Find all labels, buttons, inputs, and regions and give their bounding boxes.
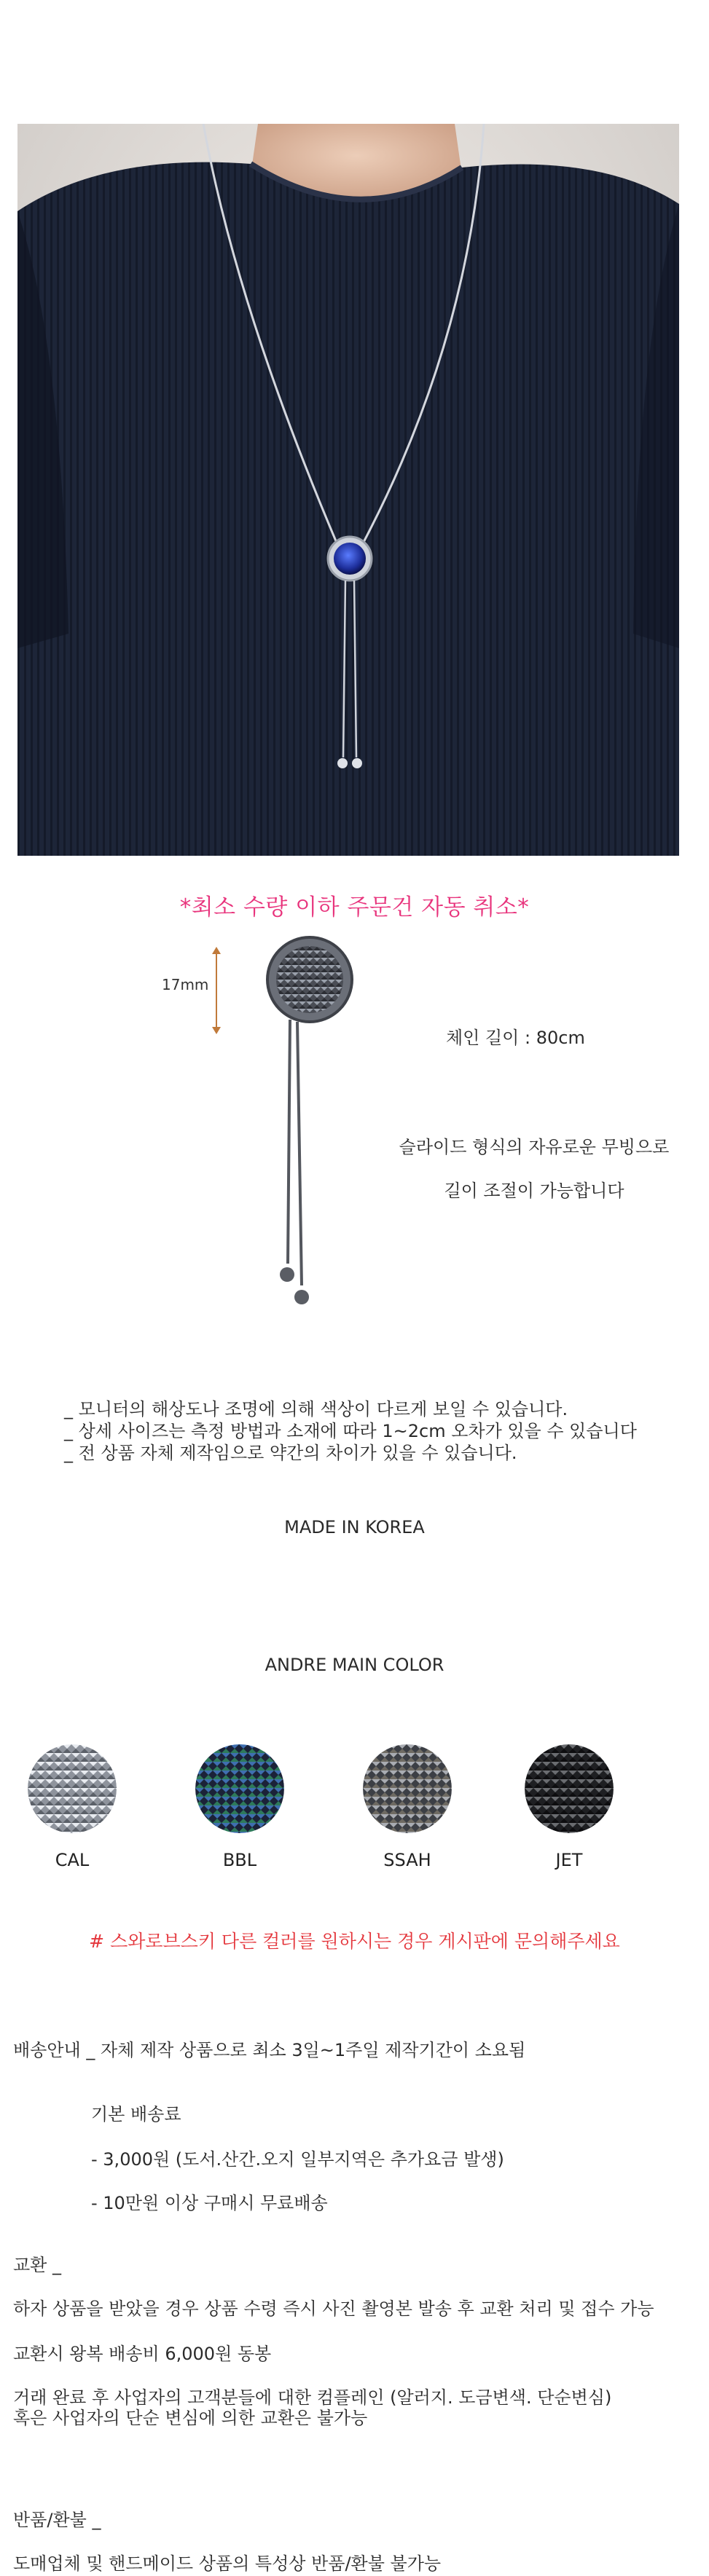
exchange-line2: 교환시 왕복 배송비 6,000원 동봉 — [13, 2344, 272, 2364]
color-swatch-ssah — [363, 1744, 452, 1833]
made-in-label: MADE IN KOREA — [284, 1517, 425, 1537]
necklace-photo-illustration — [17, 124, 679, 856]
exchange-title: 교환 _ — [13, 2255, 61, 2275]
colors-title: ANDRE MAIN COLOR — [265, 1655, 444, 1675]
dimension-arrow-icon — [211, 947, 222, 1034]
color-swatch-cal — [28, 1744, 117, 1833]
disclaimer-item: _ 전 상품 자체 제작임으로 약간의 차이가 있을 수 있습니다. — [64, 1443, 517, 1463]
color-label-ssah: SSAH — [383, 1850, 431, 1870]
color-inquiry-note: # 스와로브스키 다른 컬러를 원하시는 경우 게시판에 문의해주세요 — [89, 1931, 620, 1952]
refund-title: 반품/환불 _ — [13, 2510, 101, 2530]
disclaimer-item: _ 모니터의 해상도나 조명에 의해 색상이 다르게 보일 수 있습니다. — [64, 1399, 568, 1419]
shipping-fee-title: 기본 배송료 — [91, 2104, 181, 2124]
color-label-cal: CAL — [55, 1850, 90, 1870]
disclaimer-list — [64, 1398, 637, 1464]
exchange-line3: 거래 완료 후 사업자의 고객분들에 대한 컴플레인 (알러지. 도금변색. 단순변심) — [13, 2387, 612, 2408]
refund-line1: 도매업체 및 핸드메이드 상품의 특성상 반품/환불 불가능 — [13, 2553, 442, 2574]
color-label-bbl: BBL — [222, 1850, 257, 1870]
disclaimer-item: _ 상세 사이즈는 측정 방법과 소재에 따라 1~2cm 오차가 있을 수 있습니다 — [64, 1421, 637, 1441]
chain-length: 체인 길이 : 80cm — [446, 1028, 585, 1048]
exchange-line1: 하자 상품을 받았을 경우 상품 수령 즉시 사진 촬영본 발송 후 교환 처리 및 접수 가능 — [13, 2299, 654, 2319]
color-label-jet: JET — [555, 1850, 583, 1870]
dimension-label: 17mm — [162, 976, 209, 993]
color-swatch-jet — [525, 1744, 614, 1833]
product-photo — [17, 124, 679, 856]
exchange-line4: 혹은 사업자의 단순 변심에 의한 교환은 불가능 — [13, 2408, 368, 2428]
shipping-fee-line1: - 3,000원 (도서.산간.오지 일부지역은 추가요금 발생) — [91, 2149, 504, 2170]
slide-desc-line1: 슬라이드 형식의 자유로운 무빙으로 — [399, 1137, 670, 1157]
color-swatch-bbl — [195, 1744, 284, 1833]
min-order-notice: *최소 수량 이하 주문건 자동 취소* — [179, 894, 530, 921]
necklace-detail-illustration — [248, 936, 364, 1344]
shipping-fee-line2: - 10만원 이상 구매시 무료배송 — [91, 2193, 328, 2213]
slide-desc-line2: 길이 조절이 가능합니다 — [444, 1181, 624, 1201]
shipping-intro: 배송안내 _ 자체 제작 상품으로 최소 3일~1주일 제작기간이 소요됨 — [13, 2040, 526, 2060]
